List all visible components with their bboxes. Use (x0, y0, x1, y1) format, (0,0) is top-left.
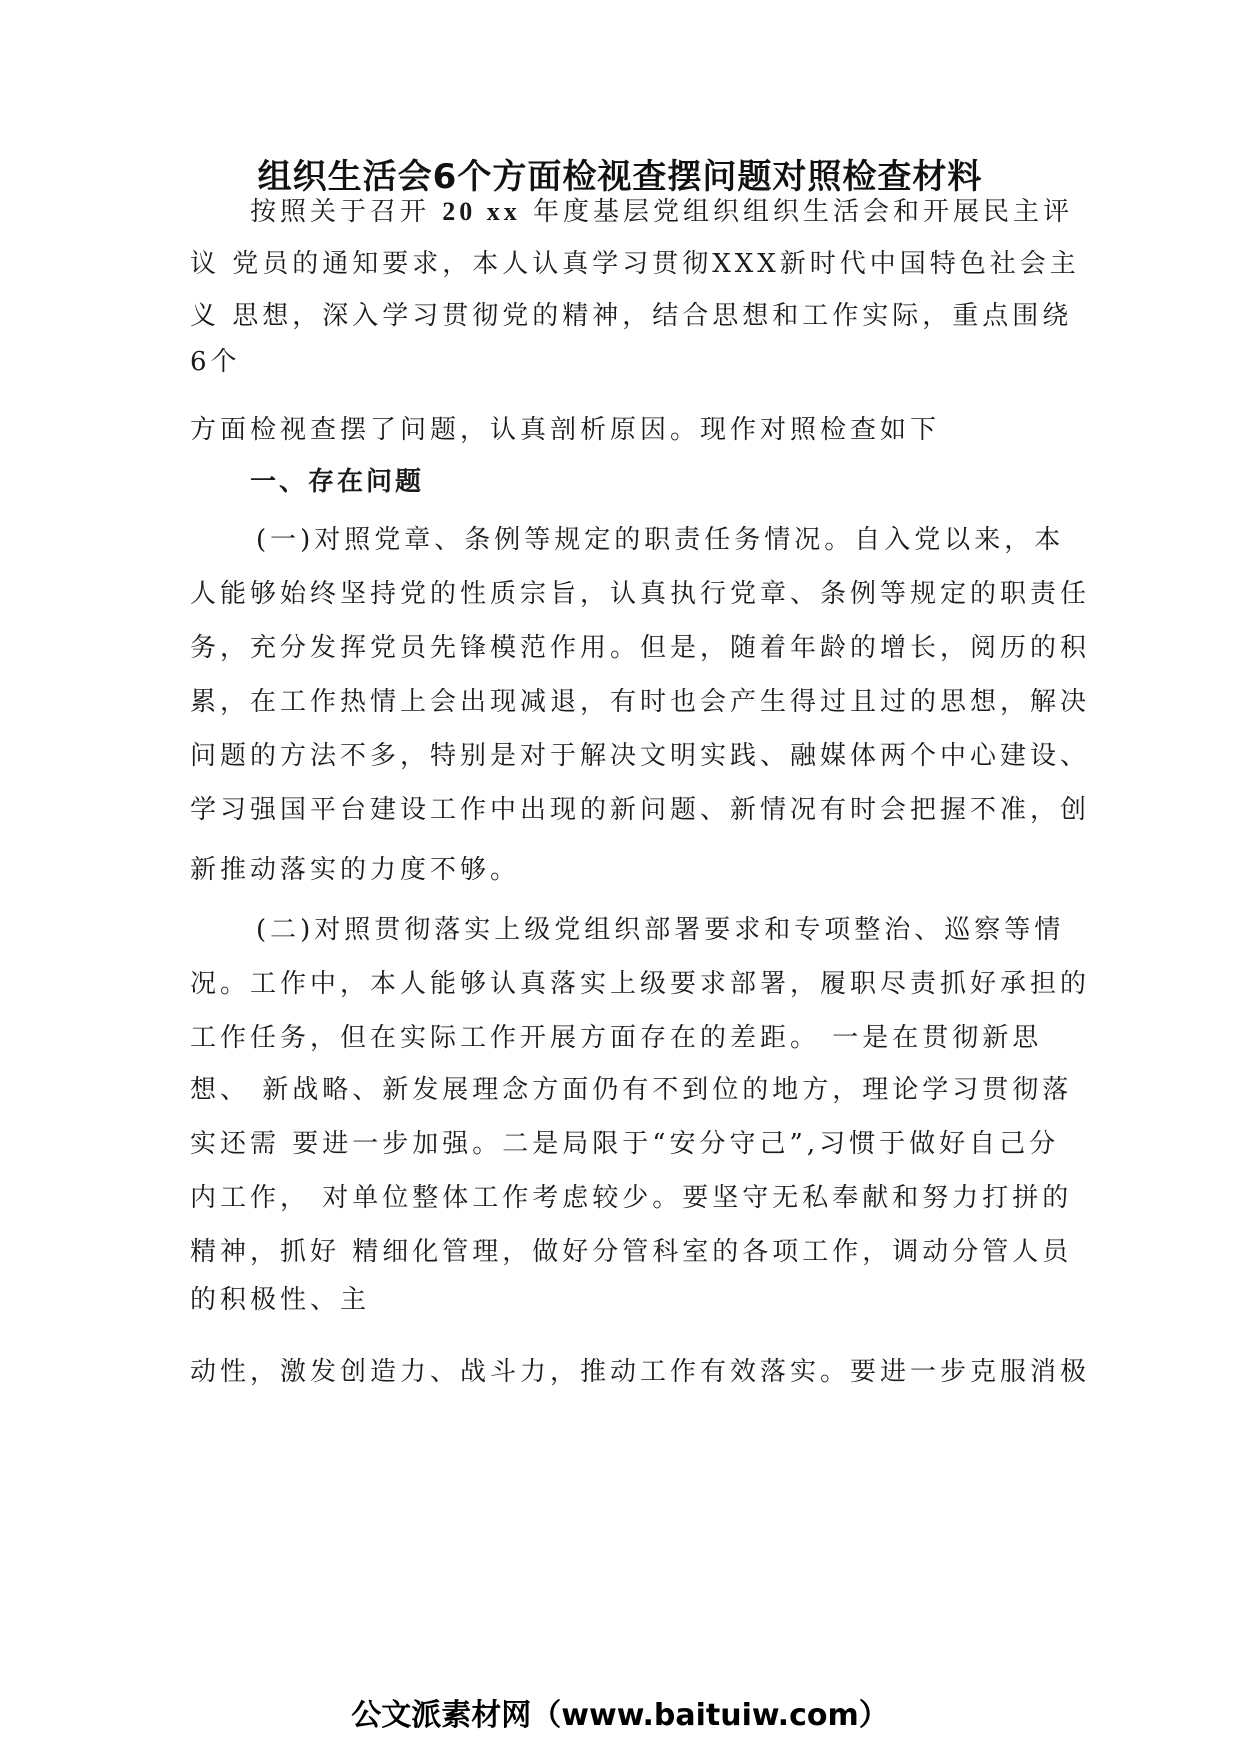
para2-line-2: 况。工作中，本人能够认真落实上级要求部署，履职尽责抓好承担的 (190, 969, 1091, 999)
intro-year: 20 xx (442, 197, 521, 226)
para1-line-3: 务，充分发挥党员先锋模范作用。但是，随着年龄的增长，阅历的积 (190, 633, 1091, 663)
para2-line-9: 动性，激发创造力、战斗力，推动工作有效落实。要进一步克服消极 (190, 1357, 1091, 1387)
para1-line-5: 问题的方法不多，特别是对于解决文明实践、融媒体两个中心建设、 (190, 741, 1091, 771)
para1-line-7: 新推动落实的力度不够。 (190, 855, 521, 885)
para2-line-3: 工作任务，但在实际工作开展方面存在的差距。 一是在贯彻新思 (190, 1023, 1043, 1053)
para1-line-6: 学习强国平台建设工作中出现的新问题、新情况有时会把握不准，创 (190, 795, 1091, 825)
intro-line-1-pre: 按照关于召开 (250, 197, 443, 227)
footer-watermark: 公文派素材网（www.baituiw.com） (351, 1698, 889, 1733)
intro-line-1-post: 年度基层党组织组织生活会和开展民主评 (520, 197, 1074, 227)
para2-line-4: 想、 新战略、新发展理念方面仍有不到位的地方，理论学习贯彻落 (190, 1075, 1073, 1105)
para2-line-8: 的积极性、主 (190, 1285, 371, 1315)
para2-line-1: (二)对照贯彻落实上级党组织部署要求和专项整治、巡察等情 (256, 915, 1065, 945)
intro-line-5: 方面检视查摆了问题，认真剖析原因。现作对照检查如下 (190, 415, 941, 445)
section-heading: 一、存在问题 (250, 467, 425, 497)
para1-line-2: 人能够始终坚持党的性质宗旨，认真执行党章、条例等规定的职责任 (190, 579, 1091, 609)
para1-line-1: (一)对照党章、条例等规定的职责任务情况。自入党以来，本 (256, 525, 1065, 555)
intro-line-2: 议 党员的通知要求，本人认真学习贯彻XXX新时代中国特色社会主 (190, 249, 1080, 279)
para2-line-5: 实还需 要进一步加强。二是局限于“安分守己”,习惯于做好自己分 (190, 1129, 1060, 1159)
para2-line-7: 精神，抓好 精细化管理，做好分管科室的各项工作，调动分管人员 (190, 1237, 1073, 1267)
intro-line-1 (250, 192, 1073, 232)
intro-line-4: 6个 (190, 347, 241, 377)
intro-line-3: 义 思想，深入学习贯彻党的精神，结合思想和工作实际，重点围绕 (190, 301, 1073, 331)
para1-line-4: 累，在工作热情上会出现减退，有时也会产生得过且过的思想，解决 (190, 687, 1091, 717)
para2-line-6: 内工作， 对单位整体工作考虑较少。要坚守无私奉献和努力打拼的 (190, 1183, 1073, 1213)
document-title: 组织生活会6个方面检视查摆问题对照检查材料 (257, 157, 983, 197)
